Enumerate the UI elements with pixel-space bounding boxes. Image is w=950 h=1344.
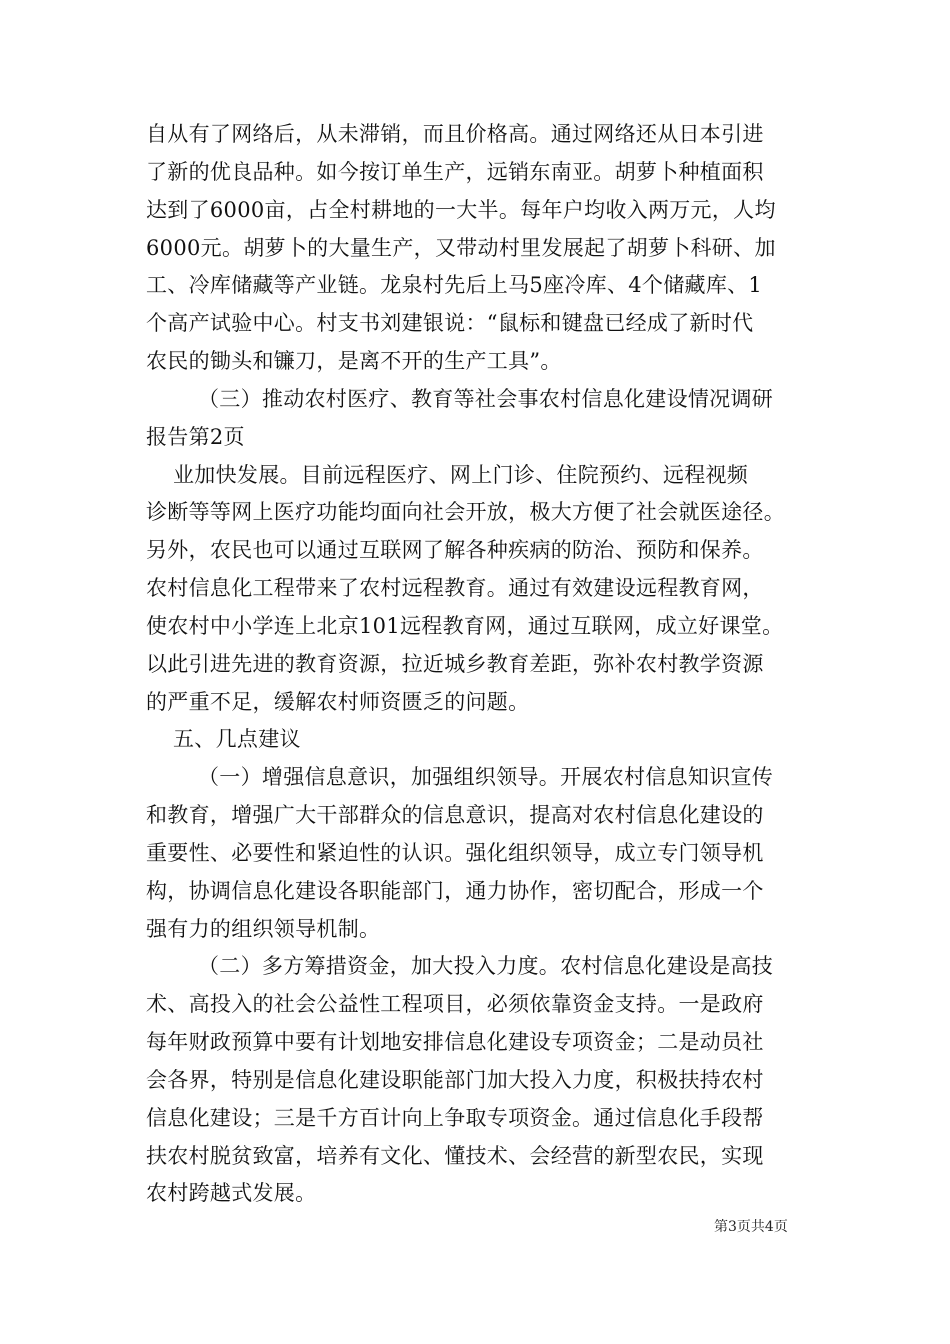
text-line-2: 了新的优良品种。如今按订单生产，远销东南亚。胡萝卜种植面积	[146, 160, 764, 184]
text-line-21: 构，协调信息化建设各职能部门，通力协作，密切配合，形成一个	[146, 879, 764, 903]
text-line-6: 个高产试验中心。村支书刘建银说：“鼠标和键盘已经成了新时代	[146, 311, 754, 335]
text-line-24: 术、高投入的社会公益性工程项目，必须依靠资金支持。一是政府	[146, 992, 764, 1016]
text-line-4: 6000元。胡萝卜的大量生产，又带动村里发展起了胡萝卜科研、加	[146, 236, 776, 260]
text-line-28: 扶农村脱贫致富，培养有文化、懂技术、会经营的新型农民，实现	[146, 1144, 764, 1168]
text-line-3: 达到了6000亩，占全村耕地的一大半。每年户均收入两万元，人均	[146, 198, 776, 222]
text-line-26: 会各界，特别是信息化建设职能部门加大投入力度，积极扶持农村	[146, 1068, 764, 1092]
text-line-25: 每年财政预算中要有计划地安排信息化建设专项资金；二是动员社	[146, 1030, 764, 1054]
text-line-16: 的严重不足，缓解农村师资匮乏的问题。	[146, 690, 530, 714]
text-line-12: 另外，农民也可以通过互联网了解各种疾病的防治、预防和保养。	[146, 538, 764, 562]
text-line-27: 信息化建设；三是千方百计向上争取专项资金。通过信息化手段帮	[146, 1106, 764, 1130]
text-line-7: 农民的锄头和镰刀，是离不开的生产工具”。	[146, 349, 562, 373]
section-heading-three: （三）推动农村医疗、教育等社会事农村信息化建设情况调研	[198, 387, 774, 411]
text-line-5: 工、冷库储藏等产业链。龙泉村先后上马5座冷库、4个储藏库、1	[146, 273, 763, 297]
text-line-15: 以此引进先进的教育资源，拉近城乡教育差距，弥补农村教学资源	[146, 652, 764, 676]
text-line-20: 重要性、必要性和紧迫性的认识。强化组织领导，成立专门领导机	[146, 841, 764, 865]
text-line-14: 使农村中小学连上北京101远程教育网，通过互联网，成立好课堂。	[146, 614, 784, 638]
text-line-19: 和教育，增强广大干部群众的信息意识，提高对农村信息化建设的	[146, 803, 764, 827]
text-line-29: 农村跨越式发展。	[146, 1181, 317, 1205]
text-line-10: 业加快发展。目前远程医疗、网上门诊、住院预约、远程视频	[173, 463, 749, 487]
text-line-13: 农村信息化工程带来了农村远程教育。通过有效建设远程教育网，	[146, 576, 764, 600]
section-heading-five: 五、几点建议	[173, 727, 301, 751]
text-line-9: 报告第2页	[146, 425, 245, 449]
text-line-1: 自从有了网络后，从未滞销，而且价格高。通过网络还从日本引进	[146, 122, 764, 146]
text-line-22: 强有力的组织领导机制。	[146, 917, 381, 941]
text-line-11: 诊断等等网上医疗功能均面向社会开放，极大方便了社会就医途径。	[146, 500, 785, 524]
subsection-two-lead: （二）多方筹措资金，加大投入力度。农村信息化建设是高技	[198, 954, 774, 978]
subsection-one-lead: （一）增强信息意识，加强组织领导。开展农村信息知识宣传	[198, 765, 774, 789]
page-number-footer: 第3页共4页	[714, 1219, 788, 1235]
